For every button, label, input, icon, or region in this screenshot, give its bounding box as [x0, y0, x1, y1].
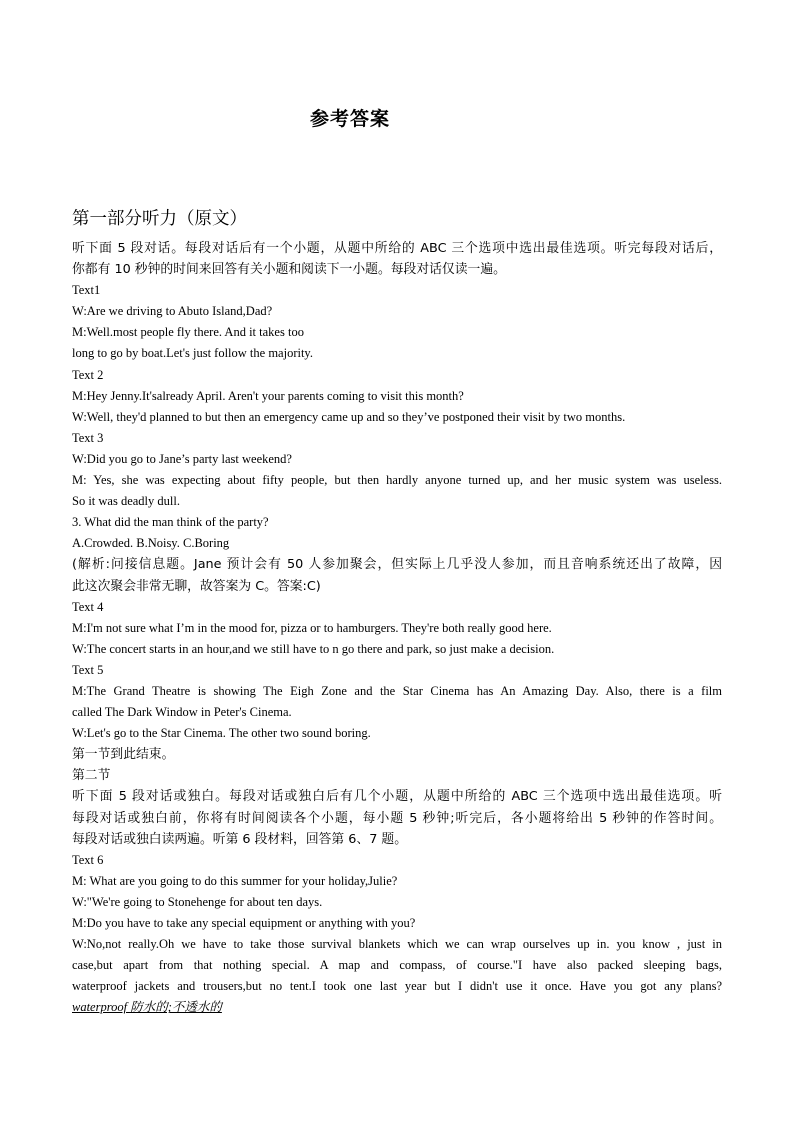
text-line: (解析:问接信息题。Jane 预计会有 50 人参加聚会，但实际上几乎没人参加，而且音响系统还出了故障，因 [72, 557, 722, 573]
text-line: Text1 [72, 283, 101, 298]
text-line: A.Crowded. B.Noisy. C.Boring [72, 536, 230, 551]
text-line: M: What are you going to do this summer for your holiday,Julie? [72, 873, 398, 888]
text-line: Text 6 [72, 852, 104, 867]
text-line: W:The concert starts in an hour,and we still have to n go there and park, so just make a decision. [72, 641, 555, 656]
text-line: M:The Grand Theatre is showing The Eigh Zone and the Star Cinema has An Amazing Day. Also, there is a film [72, 683, 722, 698]
text-line: Text 5 [72, 662, 104, 677]
text-line: M:I'm not sure what I’m in the mood for, pizza or to hamburgers. They're both really good here. [72, 620, 552, 635]
text-line: Text 4 [72, 599, 104, 614]
text-line: 第二节 [72, 768, 111, 784]
text-line: W:Well, they'd planned to but then an emergency came up and so they’ve postponed their visit by two months. [72, 409, 626, 424]
text-line: So it was deadly dull. [72, 494, 180, 509]
text-line: 第一节到此结束。 [72, 747, 175, 763]
text-line: 每段对话或独白前，你将有时间阅读各个小题，每小题 5 秒钟;听完后，各小题将给出 5 秒钟的作答时间。 [72, 810, 722, 826]
text-line: Text 3 [72, 430, 104, 445]
text-line: 此这次聚会非常无聊，故答案为 C。答案:C) [72, 578, 321, 594]
text-line: W:Are we driving to Abuto Island,Dad? [72, 304, 273, 319]
section-title: 第一部分听力（原文） [72, 208, 247, 228]
text-line: long to go by boat.Let's just follow the majority. [72, 346, 313, 361]
text-line: M:Hey Jenny.It'salready April. Aren't your parents coming to visit this month? [72, 388, 464, 403]
text-line: W:Did you go to Jane’s party last weekend? [72, 451, 292, 466]
text-line: Text 2 [72, 367, 104, 382]
text-line: M:Do you have to take any special equipment or anything with you? [72, 916, 416, 930]
text-line: 你都有 10 秒钟的时间来回答有关小题和阅读下一小题。每段对话仅读一遍。 [72, 262, 506, 278]
text-line: W:No,not really.Oh we have to take those survival blankets which we can wrap ourselves up in. you know , just in [72, 937, 722, 952]
text-line: called The Dark Window in Peter's Cinema. [72, 705, 292, 720]
text-line: waterproof jackets and trousers,but no tent.I took one last year but I didn't use it once. Have you got any plans? [72, 979, 722, 994]
page-title: 参考答案 [309, 109, 390, 130]
text-line: 听下面 5 段对话。每段对话后有一个小题，从题中所给的 ABC 三个选项中选出最佳选项。听完每段对话后， [72, 241, 722, 256]
document-body [72, 238, 722, 1018]
text-line: M:Well.most people fly there. And it takes too [72, 325, 304, 340]
text-line: 每段对话或独白读两遍。听第 6 段材料，回答第 6、7 题。 [72, 831, 408, 847]
text-line: W:Let's go to the Star Cinema. The other two sound boring. [72, 726, 371, 741]
text-line: waterproof 防水的;不透水的 [72, 1000, 222, 1015]
text-line: W:"We're going to Stonehenge for about ten days. [72, 894, 323, 909]
text-line: M: Yes, she was expecting about fifty people, but then hardly anyone turned up, and her music system was useless. [72, 473, 722, 488]
text-line: case,but apart from that nothing special. A map and compass, of course."I have also packed sleeping bags, [72, 958, 722, 973]
text-line: 3. What did the man think of the party? [72, 515, 269, 530]
text-line: 听下面 5 段对话或独白。每段对话或独白后有几个小题，从题中所给的 ABC 三个选项中选出最佳选项。听 [72, 789, 722, 805]
